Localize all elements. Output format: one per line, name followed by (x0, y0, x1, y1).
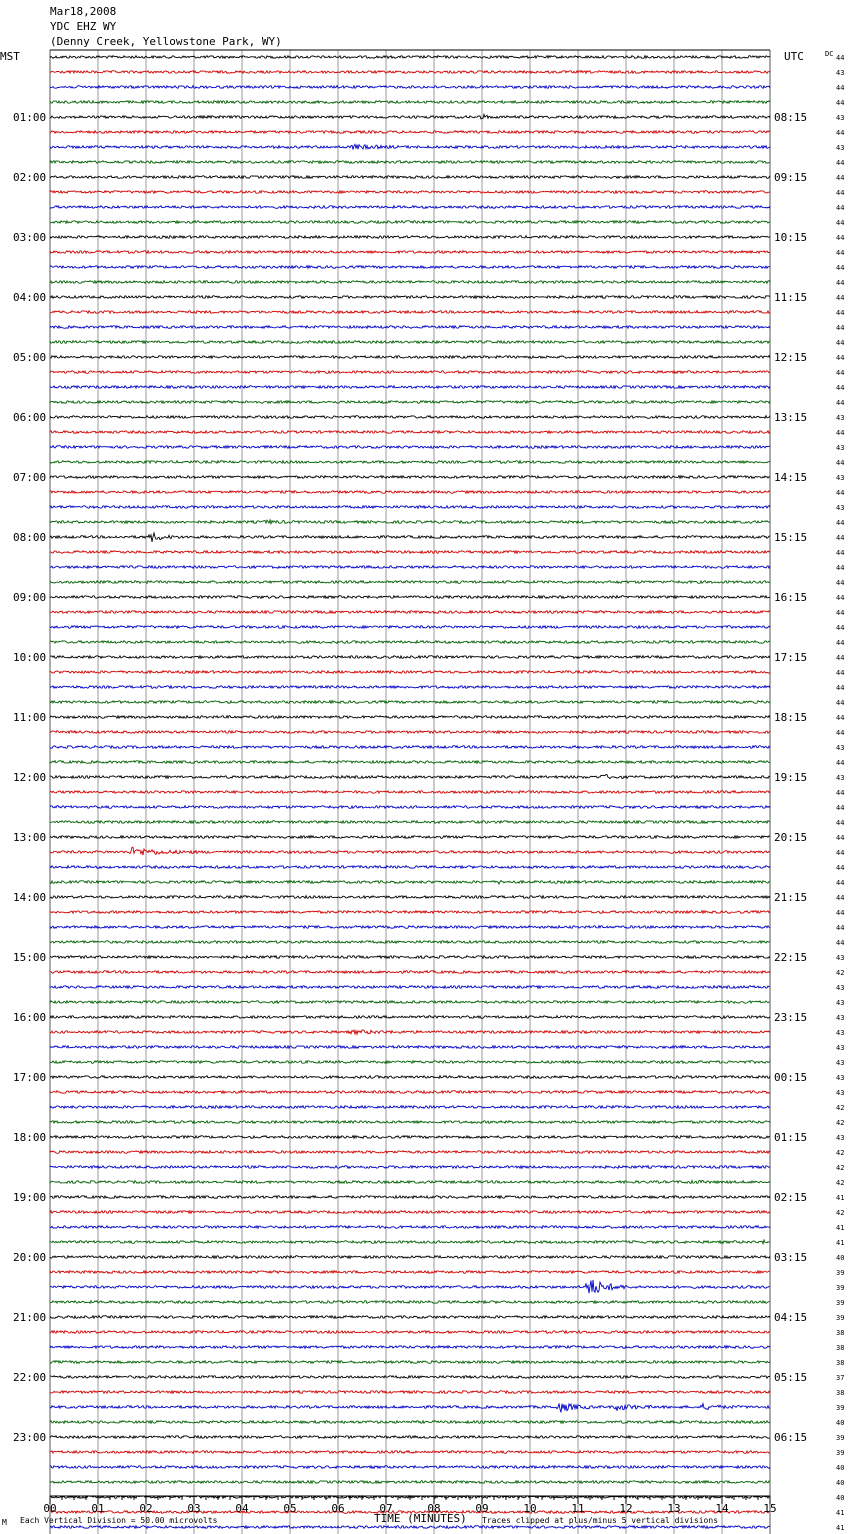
x-tick-label: 03 (187, 1502, 201, 1515)
mst-hour-label: 18:00 (13, 1131, 47, 1144)
dc-offset-labels (836, 54, 844, 1534)
utc-hour-label: 03:15 (774, 1251, 808, 1264)
dc-offset-label: 43 (836, 999, 845, 1007)
trace-line (50, 1391, 770, 1394)
dc-offset-label: 44 (836, 594, 845, 602)
dc-offset-label: 38 (836, 1344, 845, 1352)
mst-hour-label: 11:00 (13, 711, 47, 724)
trace-line (50, 686, 770, 689)
mst-hour-label: 08:00 (13, 531, 47, 544)
trace-line (50, 566, 770, 569)
mst-hour-label: 03:00 (13, 231, 47, 244)
trace-line (50, 491, 770, 494)
trace-line (50, 1280, 770, 1293)
trace-line (50, 1151, 770, 1154)
trace-line (50, 1331, 770, 1334)
x-tick-label: 12 (619, 1502, 633, 1515)
trace-line (50, 1166, 770, 1169)
dc-offset-label: 43 (836, 444, 845, 452)
trace-line (50, 836, 770, 839)
trace-line (50, 1001, 770, 1004)
dc-offset-label: 44 (836, 129, 845, 137)
trace-line (50, 1226, 770, 1229)
dc-offset-label: 44 (836, 219, 845, 227)
x-axis-title: TIME (MINUTES) (374, 1512, 467, 1525)
trace-line (50, 551, 770, 554)
dc-offset-label: 43 (836, 1074, 845, 1082)
utc-hour-label: 11:15 (774, 291, 808, 304)
trace-line (50, 926, 770, 929)
trace-line (50, 371, 770, 374)
x-tick-label: 06 (331, 1502, 345, 1515)
trace-line (50, 476, 770, 479)
mst-hour-label: 07:00 (13, 471, 47, 484)
trace-line (50, 176, 770, 179)
utc-hour-label: 14:15 (774, 471, 808, 484)
trace-line (50, 1016, 770, 1019)
dc-offset-label: 39 (836, 1284, 845, 1292)
dc-offset-label: 42 (836, 1149, 845, 1157)
trace-line (50, 671, 770, 674)
dc-offset-label: 44 (836, 609, 845, 617)
x-tick-label: 11 (571, 1502, 585, 1515)
dc-offset-label: 44 (836, 759, 845, 767)
trace-line (50, 1271, 770, 1274)
mst-hour-label: 16:00 (13, 1011, 47, 1024)
station-code: YDC EHZ WY (50, 20, 117, 33)
trace-line (50, 1136, 770, 1139)
dc-offset-label: 40 (836, 1254, 845, 1262)
x-tick-label: 02 (139, 1502, 153, 1515)
dc-offset-label: 44 (836, 684, 845, 692)
dc-offset-label: 44 (836, 234, 845, 242)
trace-line (50, 1240, 770, 1244)
left-axis-title: MST (0, 50, 20, 63)
dc-offset-label: 44 (836, 99, 845, 107)
right-axis-title: UTC (784, 50, 804, 63)
dc-offset-label: 44 (836, 849, 845, 857)
trace-line (50, 206, 770, 209)
dc-offset-label: 41 (836, 1194, 845, 1202)
trace-line (50, 791, 770, 794)
utc-hour-label: 04:15 (774, 1311, 808, 1324)
dc-offset-label: 44 (836, 249, 845, 257)
dc-offset-label: 42 (836, 969, 845, 977)
x-tick-label: 13 (667, 1502, 681, 1515)
trace-line (50, 1106, 770, 1109)
dc-offset-label: 43 (836, 954, 845, 962)
mst-hour-label: 17:00 (13, 1071, 47, 1084)
utc-hour-label: 09:15 (774, 171, 808, 184)
mst-hour-label: 19:00 (13, 1191, 47, 1204)
utc-hour-label: 21:15 (774, 891, 808, 904)
dc-offset-label: 40 (836, 1464, 845, 1472)
trace-line (50, 847, 770, 855)
dc-offset-label: 44 (836, 279, 845, 287)
dc-offset-label: 39 (836, 1299, 845, 1307)
trace-line (50, 1436, 770, 1439)
dc-offset-label: 44 (836, 54, 845, 62)
trace-line (50, 144, 770, 149)
trace-line (50, 56, 770, 59)
trace-line (50, 281, 770, 284)
trace-line (50, 581, 770, 584)
trace-line (50, 161, 770, 164)
dc-offset-label: 44 (836, 939, 845, 947)
trace-line (50, 866, 770, 869)
dc-offset-label: 44 (836, 819, 845, 827)
trace-line (50, 1526, 770, 1529)
trace-line (50, 1376, 770, 1379)
dc-offset-label: 44 (836, 399, 845, 407)
dc-offset-label: 44 (836, 924, 845, 932)
trace-line (50, 101, 770, 104)
trace-line (50, 1121, 770, 1124)
dc-offset-label: 44 (836, 159, 845, 167)
trace-line (50, 896, 770, 899)
dc-offset-label: 43 (836, 1014, 845, 1022)
trace-line (50, 506, 770, 509)
trace-line (50, 461, 770, 464)
trace-line (50, 596, 770, 599)
mst-hour-label: 10:00 (13, 651, 47, 664)
trace-line (50, 1046, 770, 1049)
utc-hour-label: 01:15 (774, 1131, 808, 1144)
trace-line (50, 356, 770, 359)
mst-hour-label: 14:00 (13, 891, 47, 904)
dc-offset-label: 41 (836, 1524, 845, 1532)
trace-line (50, 1301, 770, 1304)
trace-line (50, 1466, 770, 1469)
x-tick-label: 00 (43, 1502, 57, 1515)
utc-hour-label: 16:15 (774, 591, 808, 604)
trace-line (50, 1346, 770, 1349)
dc-offset-label: 44 (836, 909, 845, 917)
dc-offset-label: 43 (836, 1059, 845, 1067)
dc-offset-label: 44 (836, 174, 845, 182)
dc-offset-label: 42 (836, 1209, 845, 1217)
dc-offset-label: 44 (836, 639, 845, 647)
trace-line (50, 731, 770, 734)
dc-offset-label: 41 (836, 1224, 845, 1232)
dc-offset-label: 44 (836, 84, 845, 92)
dc-offset-label: 44 (836, 204, 845, 212)
utc-hour-labels (774, 111, 807, 1444)
trace-line (50, 611, 770, 614)
dc-offset-label: 40 (836, 1479, 845, 1487)
x-tick-label: 10 (523, 1502, 537, 1515)
dc-offset-label: 43 (836, 1029, 845, 1037)
trace-line (50, 1316, 770, 1319)
trace-line (50, 971, 770, 974)
dc-offset-label: 43 (836, 504, 845, 512)
dc-offset-label: 38 (836, 1329, 845, 1337)
dc-offset-label: 44 (836, 294, 845, 302)
mst-hour-label: 15:00 (13, 951, 47, 964)
trace-line (50, 641, 770, 644)
mst-hour-label: 20:00 (13, 1251, 47, 1264)
dc-offset-label: 44 (836, 879, 845, 887)
trace-line (50, 221, 770, 224)
trace-line (50, 533, 770, 542)
trace-line (50, 821, 770, 824)
dc-offset-label: 44 (836, 624, 845, 632)
trace-line (50, 626, 770, 629)
trace-line (50, 520, 770, 524)
trace-line (50, 1211, 770, 1214)
utc-hour-label: 23:15 (774, 1011, 808, 1024)
mst-hour-label: 22:00 (13, 1371, 47, 1384)
dc-offset-label: 38 (836, 1359, 845, 1367)
trace-line (50, 401, 770, 404)
trace-line (50, 266, 770, 269)
utc-hour-label: 20:15 (774, 831, 808, 844)
dc-offset-label: 39 (836, 1269, 845, 1277)
trace-line (50, 1180, 770, 1183)
dc-column-title: DC (825, 50, 834, 58)
dc-offset-label: 44 (836, 549, 845, 557)
x-tick-label: 01 (91, 1502, 105, 1515)
clip-note: Traces clipped at plus/minus 5 vertical divisions (482, 1516, 719, 1525)
trace-line (50, 386, 770, 389)
vertical-division-note: Each Vertical Division = 50.00 microvolts (20, 1516, 218, 1525)
trace-line (50, 1481, 770, 1484)
station-location: (Denny Creek, Yellowstone Park, WY) (50, 35, 282, 48)
mst-hour-label: 06:00 (13, 411, 47, 424)
dc-offset-label: 44 (836, 804, 845, 812)
trace-line (50, 1196, 770, 1199)
trace-line (50, 1256, 770, 1259)
trace-line (50, 431, 770, 434)
mst-hour-label: 05:00 (13, 351, 47, 364)
dc-offset-label: 41 (836, 1509, 845, 1517)
x-tick-label: 05 (283, 1502, 297, 1515)
trace-line (50, 1451, 770, 1454)
dc-offset-label: 39 (836, 1449, 845, 1457)
dc-offset-label: 43 (836, 414, 845, 422)
dc-offset-label: 43 (836, 474, 845, 482)
dc-offset-label: 38 (836, 1389, 845, 1397)
trace-line (50, 941, 770, 944)
dc-offset-label: 44 (836, 669, 845, 677)
dc-offset-label: 44 (836, 654, 845, 662)
utc-hour-label: 19:15 (774, 771, 808, 784)
trace-line (50, 716, 770, 719)
trace-line (50, 775, 770, 779)
dc-offset-label: 43 (836, 114, 845, 122)
mst-hour-label: 04:00 (13, 291, 47, 304)
mst-hour-label: 01:00 (13, 111, 47, 124)
dc-offset-label: 37 (836, 1374, 845, 1382)
dc-offset-label: 44 (836, 864, 845, 872)
dc-offset-label: 43 (836, 774, 845, 782)
trace-line (50, 311, 770, 314)
trace-line (50, 326, 770, 329)
trace-line (50, 1421, 770, 1424)
dc-offset-label: 44 (836, 579, 845, 587)
trace-group (50, 56, 770, 1534)
x-tick-label: 04 (235, 1502, 249, 1515)
trace-line (50, 656, 770, 659)
trace-line (50, 761, 770, 764)
dc-offset-label: 39 (836, 1314, 845, 1322)
dc-offset-label: 44 (836, 429, 845, 437)
trace-line (50, 1091, 770, 1094)
dc-offset-label: 43 (836, 144, 845, 152)
utc-hour-label: 08:15 (774, 111, 808, 124)
dc-offset-label: 43 (836, 1134, 845, 1142)
dc-offset-label: 44 (836, 894, 845, 902)
dc-offset-label: 44 (836, 834, 845, 842)
utc-hour-label: 17:15 (774, 651, 808, 664)
mst-hour-label: 02:00 (13, 171, 47, 184)
utc-hour-label: 02:15 (774, 1191, 808, 1204)
utc-hour-label: 10:15 (774, 231, 808, 244)
plot-date: Mar18,2008 (50, 5, 117, 18)
dc-offset-label: 44 (836, 354, 845, 362)
dc-offset-label: 44 (836, 714, 845, 722)
dc-offset-label: 43 (836, 984, 845, 992)
mst-hour-label: 21:00 (13, 1311, 47, 1324)
utc-hour-label: 12:15 (774, 351, 808, 364)
mst-hour-label: 23:00 (13, 1431, 47, 1444)
x-tick-label: 07 (379, 1502, 393, 1515)
trace-line (50, 251, 770, 254)
trace-line (50, 416, 770, 419)
trace-line (50, 806, 770, 809)
dc-offset-label: 42 (836, 1179, 845, 1187)
utc-hour-label: 13:15 (774, 411, 808, 424)
trace-line (50, 1061, 770, 1064)
dc-offset-label: 44 (836, 324, 845, 332)
trace-line (50, 911, 770, 914)
dc-offset-label: 44 (836, 189, 845, 197)
dc-offset-label: 40 (836, 1494, 845, 1502)
trace-line (50, 71, 770, 74)
trace-line (50, 341, 770, 344)
trace-line (50, 114, 770, 119)
trace-line (50, 236, 770, 239)
trace-line (50, 701, 770, 704)
dc-offset-label: 43 (836, 1089, 845, 1097)
mst-hour-label: 09:00 (13, 591, 47, 604)
trace-line (50, 956, 770, 959)
dc-offset-label: 44 (836, 309, 845, 317)
utc-hour-label: 22:15 (774, 951, 808, 964)
utc-hour-label: 00:15 (774, 1071, 808, 1084)
dc-offset-label: 39 (836, 1404, 845, 1412)
dc-offset-label: 44 (836, 489, 845, 497)
trace-line (50, 746, 770, 749)
dc-offset-label: 44 (836, 564, 845, 572)
trace-line (50, 1030, 770, 1034)
trace-line (50, 446, 770, 449)
dc-offset-label: 44 (836, 699, 845, 707)
dc-offset-label: 42 (836, 1104, 845, 1112)
dc-offset-label: 41 (836, 1239, 845, 1247)
dc-offset-label: 44 (836, 339, 845, 347)
x-tick-label: 14 (715, 1502, 729, 1515)
utc-hour-label: 05:15 (774, 1371, 808, 1384)
x-tick-label: 15 (763, 1502, 777, 1515)
dc-offset-label: 44 (836, 384, 845, 392)
x-tick-label: 08 (427, 1502, 441, 1515)
dc-offset-label: 44 (836, 459, 845, 467)
dc-offset-label: 44 (836, 534, 845, 542)
dc-offset-label: 39 (836, 1434, 845, 1442)
trace-line (50, 881, 770, 885)
dc-offset-label: 44 (836, 264, 845, 272)
dc-offset-label: 43 (836, 744, 845, 752)
trace-line (50, 1361, 770, 1364)
dc-offset-label: 43 (836, 1044, 845, 1052)
dc-offset-label: 42 (836, 1119, 845, 1127)
mst-hour-label: 13:00 (13, 831, 47, 844)
utc-hour-label: 15:15 (774, 531, 808, 544)
trace-line (50, 191, 770, 194)
dc-offset-label: 43 (836, 69, 845, 77)
utc-hour-label: 06:15 (774, 1431, 808, 1444)
mst-hour-labels (13, 111, 46, 1444)
trace-line (50, 86, 770, 89)
trace-line (50, 986, 770, 989)
dc-offset-label: 40 (836, 1419, 845, 1427)
utc-hour-label: 18:15 (774, 711, 808, 724)
dc-offset-label: 44 (836, 729, 845, 737)
trace-line (50, 1076, 770, 1079)
corner-mark: M (2, 1518, 7, 1527)
dc-offset-label: 44 (836, 519, 845, 527)
trace-line (50, 1404, 770, 1413)
x-tick-label: 09 (475, 1502, 489, 1515)
dc-offset-label: 44 (836, 789, 845, 797)
trace-line (50, 296, 770, 299)
mst-hour-label: 12:00 (13, 771, 47, 784)
dc-offset-label: 42 (836, 1164, 845, 1172)
trace-line (50, 131, 770, 134)
dc-offset-label: 44 (836, 369, 845, 377)
